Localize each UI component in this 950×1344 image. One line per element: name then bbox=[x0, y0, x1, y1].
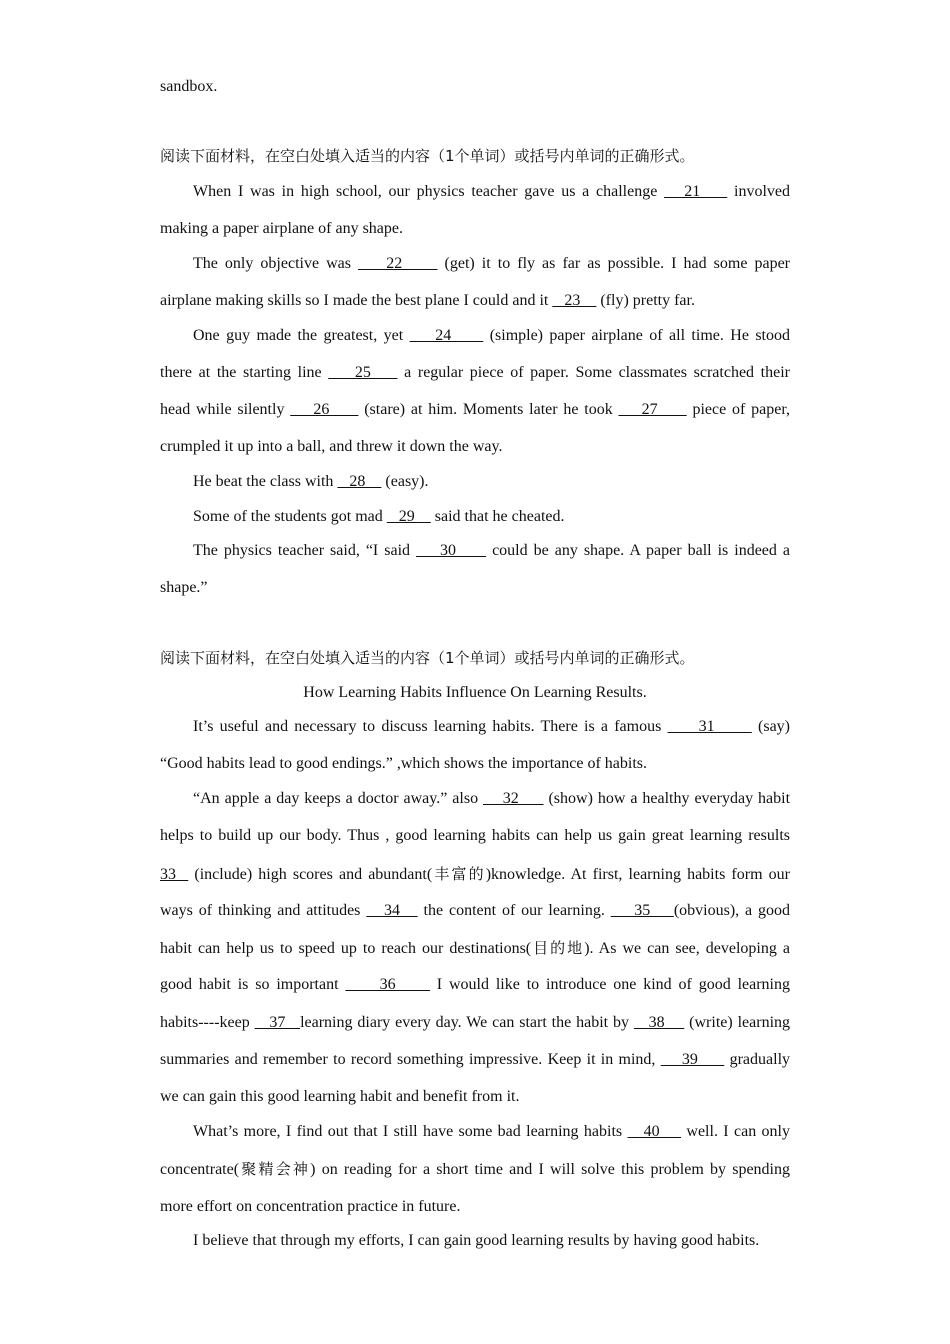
blank-38[interactable]: 38 bbox=[633, 1014, 685, 1031]
s1-line-1: When I was in high school, our physics teacher gave us a challenge 21 involved bbox=[193, 183, 790, 200]
s1-line-9: He beat the class with 28 (easy). bbox=[193, 473, 429, 490]
s2-line-2: “Good habits lead to good endings.” ,which shows the importance of habits. bbox=[160, 755, 648, 772]
s1-line-8: crumpled it up into a ball, and threw it down the way. bbox=[160, 438, 503, 455]
blank-22[interactable]: 22 bbox=[358, 255, 438, 272]
s2-line-8: good habit is so important 36 I would like to introduce one kind of good learning bbox=[160, 976, 791, 993]
blank-26[interactable]: 26 bbox=[290, 401, 359, 418]
s1-line-10: Some of the students got mad 29 said that he cheated. bbox=[193, 508, 565, 525]
s2-line-5: 33 (include) high scores and abundant(丰富的)knowledge. At first, learning habits form our bbox=[160, 865, 790, 883]
blank-40[interactable]: 40 bbox=[627, 1123, 682, 1140]
s2-line-3: “An apple a day keeps a doctor away.” also 32 (show) how a healthy everyday habit bbox=[193, 790, 791, 807]
s2-line-14: more effort on concentration practice in future. bbox=[160, 1198, 461, 1215]
blank-30[interactable]: 30 bbox=[416, 542, 487, 559]
blank-34[interactable]: 34 bbox=[366, 902, 418, 919]
blank-28[interactable]: 28 bbox=[337, 473, 382, 490]
s1-line-2: making a paper airplane of any shape. bbox=[160, 220, 404, 237]
s2-line-10: summaries and remember to record something impressive. Keep it in mind, 39 gradually bbox=[160, 1051, 791, 1068]
s2-line-6: ways of thinking and attitudes 34 the content of our learning. 35 (obvious), a good bbox=[160, 902, 791, 919]
blank-32[interactable]: 32 bbox=[483, 790, 544, 807]
s2-line-4: helps to build up our body. Thus , good learning habits can help us gain great learning results bbox=[160, 827, 790, 844]
blank-25[interactable]: 25 bbox=[328, 364, 398, 381]
s2-line-1: It’s useful and necessary to discuss learning habits. There is a famous 31 (say) bbox=[193, 718, 791, 735]
lead-fragment: sandbox. bbox=[160, 78, 218, 95]
s1-line-5: One guy made the greatest, yet 24 (simple) paper airplane of all time. He stood bbox=[193, 327, 791, 344]
s1-line-4: airplane making skills so I made the best plane I could and it 23 (fly) pretty far. bbox=[160, 292, 695, 309]
blank-29[interactable]: 29 bbox=[386, 508, 431, 525]
blank-35[interactable]: 35 bbox=[610, 902, 674, 919]
blank-39[interactable]: 39 bbox=[660, 1051, 725, 1068]
s2-line-7: habit can help us to speed up to reach our destinations(目的地). As we can see, developing a bbox=[160, 939, 790, 957]
blank-36[interactable]: 36 bbox=[345, 976, 430, 993]
s2-line-15: I believe that through my efforts, I can gain good learning results by having good habits. bbox=[193, 1232, 760, 1249]
blank-21[interactable]: 21 bbox=[664, 183, 728, 200]
blank-27[interactable]: 27 bbox=[618, 401, 687, 418]
section1-instruction: 阅读下面材料，在空白处填入适当的内容（1个单词）或括号内单词的正确形式。 bbox=[160, 147, 695, 165]
s2-line-9: habits----keep 37 learning diary every day. We can start the habit by 38 (write) learning bbox=[160, 1014, 791, 1031]
s1-line-6: there at the starting line 25 a regular piece of paper. Some classmates scratched their bbox=[160, 364, 791, 381]
blank-23[interactable]: 23 bbox=[552, 292, 597, 309]
s2-line-11: we can gain this good learning habit and benefit from it. bbox=[160, 1088, 520, 1105]
s1-line-7: head while silently 26 (stare) at him. Moments later he took 27 piece of paper, bbox=[160, 401, 791, 418]
s1-line-11: The physics teacher said, “I said 30 could be any shape. A paper ball is indeed a bbox=[193, 542, 791, 559]
blank-37[interactable]: 37 bbox=[254, 1014, 301, 1031]
blank-33[interactable]: 33 bbox=[160, 866, 189, 883]
s2-line-12: What’s more, I find out that I still have some bad learning habits 40 well. I can only bbox=[193, 1123, 790, 1140]
s1-line-3: The only objective was 22 (get) it to fly as far as possible. I had some paper bbox=[193, 255, 791, 272]
s2-line-13: concentrate(聚精会神) on reading for a short time and I will solve this problem by spending bbox=[160, 1160, 790, 1178]
section2-title: How Learning Habits Influence On Learning Results. bbox=[303, 684, 647, 701]
blank-24[interactable]: 24 bbox=[409, 327, 484, 344]
section2-instruction: 阅读下面材料，在空白处填入适当的内容（1个单词）或括号内单词的正确形式。 bbox=[160, 649, 695, 667]
blank-31[interactable]: 31 bbox=[667, 718, 752, 735]
s1-line-12: shape.” bbox=[160, 579, 208, 596]
